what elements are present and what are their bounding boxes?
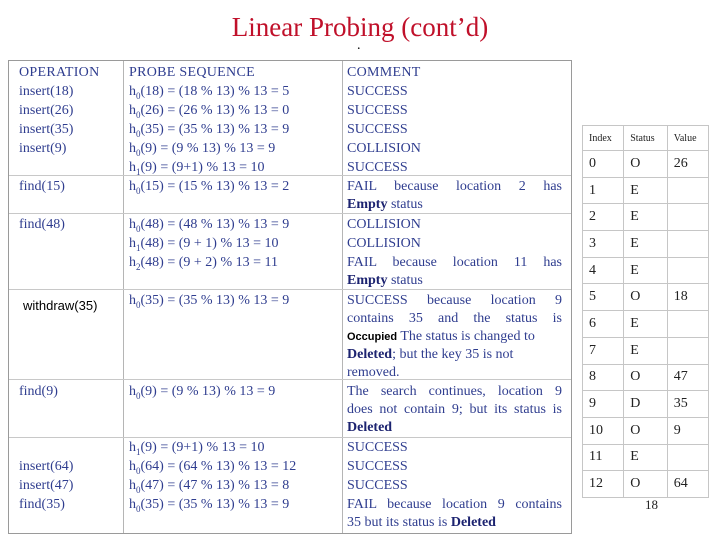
probe-cell: $h_1(48) = (9 + 1)$ % 13 = 10 — [129, 236, 279, 253]
status-keyword: Deleted — [347, 347, 393, 362]
probe-cell: $h_1(9) = (9+1)$ % 13 = 10 — [129, 160, 265, 177]
comment-line: 35 but its status is — [347, 515, 448, 530]
table-row — [583, 311, 709, 338]
probe-cell: $h_0(18) = (18$ % 13) % 13 = 5 — [129, 84, 290, 101]
row-divider — [9, 213, 571, 214]
op-cell: find(9) — [19, 384, 58, 399]
index-cell: 4 — [583, 257, 624, 284]
index-cell: 9 — [583, 391, 624, 418]
comment-cell: SUCCESS — [347, 84, 408, 99]
comment-cell — [347, 513, 496, 532]
row-divider — [9, 289, 571, 290]
header-operation: OPERATION — [19, 65, 100, 80]
comment-cell — [347, 495, 562, 514]
comment-cell: removed. — [347, 365, 400, 380]
status-cell: E — [624, 444, 668, 471]
probe-cell: $h_0(64) = (64$ % 13) % 13 = 12 — [129, 459, 297, 476]
comment-cell: SUCCESS — [347, 160, 408, 175]
comment-line: FAIL because location 9 contains — [347, 497, 562, 512]
comment-cell — [347, 291, 562, 310]
table-row — [583, 284, 709, 311]
table-row — [583, 204, 709, 231]
comment-cell: SUCCESS — [347, 459, 408, 474]
op-cell: insert(18) — [19, 84, 74, 99]
header-index: Index — [583, 126, 624, 151]
index-cell: 2 — [583, 204, 624, 231]
op-cell-withdraw: withdraw(35) — [23, 298, 98, 313]
comment-cell: COLLISION — [347, 141, 421, 156]
comment-line: SUCCESS because location 9 — [347, 293, 562, 308]
comment-line: FAIL because location 11 has — [347, 255, 562, 270]
index-cell: 12 — [583, 471, 624, 498]
probe-cell: $h_0(47) = (47$ % 13) % 13 = 8 — [129, 478, 290, 495]
op-cell: insert(47) — [19, 478, 74, 493]
status-keyword: Deleted — [450, 515, 496, 530]
comment-cell — [347, 309, 562, 328]
value-cell — [667, 444, 708, 471]
comment-line: status — [387, 197, 423, 212]
status-keyword-occupied: Occupied — [347, 331, 398, 343]
comment-cell — [347, 271, 423, 290]
page-number: 18 — [645, 497, 658, 512]
row-divider — [9, 379, 571, 380]
comment-cell — [347, 177, 562, 196]
status-cell: E — [624, 177, 668, 204]
comment-line: contains 35 and the status is — [347, 311, 562, 326]
value-cell — [667, 204, 708, 231]
op-cell: find(15) — [19, 179, 65, 194]
probe-cell: $h_0(35) = (35$ % 13) % 13 = 9 — [129, 293, 290, 310]
index-cell: 6 — [583, 311, 624, 338]
comment-line: does not contain 9; but its status is — [347, 402, 562, 417]
hash-table-header-row — [583, 126, 709, 151]
op-cell: insert(35) — [19, 122, 74, 137]
index-cell: 8 — [583, 364, 624, 391]
title-dot: . — [357, 38, 361, 53]
comment-line: status — [387, 273, 423, 288]
status-keyword: Empty — [347, 273, 388, 288]
value-cell — [667, 231, 708, 258]
value-cell: 64 — [667, 471, 708, 498]
index-cell: 5 — [583, 284, 624, 311]
table-row — [583, 337, 709, 364]
table-row — [583, 177, 709, 204]
status-keyword: Deleted — [347, 420, 393, 435]
value-cell: 35 — [667, 391, 708, 418]
comment-cell — [347, 327, 535, 347]
table-row — [583, 257, 709, 284]
header-probe-sequence: PROBE SEQUENCE — [129, 65, 255, 80]
table-row — [583, 471, 709, 498]
comment-cell — [347, 400, 562, 419]
probe-cell: $h_0(35) = (35$ % 13) % 13 = 9 — [129, 497, 290, 514]
slide-title: Linear Probing (cont’d) — [231, 12, 489, 42]
status-keyword: Empty — [347, 197, 388, 212]
value-cell — [667, 177, 708, 204]
header-comment: COMMENT — [347, 65, 421, 80]
table-row — [583, 364, 709, 391]
index-cell: 10 — [583, 417, 624, 444]
comment-cell: SUCCESS — [347, 478, 408, 493]
status-cell: O — [624, 417, 668, 444]
value-cell: 26 — [667, 151, 708, 178]
op-cell: insert(9) — [19, 141, 67, 156]
probe-cell: $h_0(9) = (9$ % 13) % 13 = 9 — [129, 141, 276, 158]
row-divider — [9, 175, 571, 176]
probe-cell: $h_0(26) = (26$ % 13) % 13 = 0 — [129, 103, 290, 120]
comment-line: ; but the key 35 is not — [392, 347, 514, 362]
row-divider — [9, 437, 571, 438]
header-status: Status — [624, 126, 668, 151]
status-cell: E — [624, 231, 668, 258]
index-cell: 7 — [583, 337, 624, 364]
table-row — [583, 444, 709, 471]
status-cell: E — [624, 311, 668, 338]
table-row — [583, 151, 709, 178]
header-value: Value — [667, 126, 708, 151]
probe-cell: $h_0(15) = (15$ % 13) % 13 = 2 — [129, 179, 290, 196]
status-cell: E — [624, 337, 668, 364]
value-cell: 18 — [667, 284, 708, 311]
probe-cell: $h_0(35) = (35$ % 13) % 13 = 9 — [129, 122, 290, 139]
comment-cell — [347, 253, 562, 272]
op-cell: insert(26) — [19, 103, 74, 118]
comment-cell: SUCCESS — [347, 440, 408, 455]
op-cell: find(48) — [19, 217, 65, 232]
comment-cell: COLLISION — [347, 217, 421, 232]
comment-cell — [347, 345, 513, 364]
index-cell: 11 — [583, 444, 624, 471]
status-cell: O — [624, 471, 668, 498]
probe-cell: $h_0(9) = (9$ % 13) % 13 = 9 — [129, 384, 276, 401]
comment-line: The search continues, location 9 — [347, 384, 562, 399]
value-cell — [667, 257, 708, 284]
op-cell: find(35) — [19, 497, 65, 512]
probe-cell: $h_2(48) = (9 + 2)$ % 13 = 11 — [129, 255, 278, 272]
hash-table — [582, 125, 709, 498]
table-row — [583, 391, 709, 418]
probe-cell: $h_1(9) = (9+1)$ % 13 = 10 — [129, 440, 265, 457]
status-cell: E — [624, 204, 668, 231]
column-divider — [342, 61, 343, 533]
value-cell — [667, 337, 708, 364]
comment-cell — [347, 195, 423, 214]
value-cell: 47 — [667, 364, 708, 391]
comment-cell: SUCCESS — [347, 103, 408, 118]
status-cell: O — [624, 284, 668, 311]
index-cell: 3 — [583, 231, 624, 258]
status-cell: D — [624, 391, 668, 418]
table-row — [583, 417, 709, 444]
value-cell — [667, 311, 708, 338]
status-cell: E — [624, 257, 668, 284]
probe-cell: $h_0(48) = (48$ % 13) % 13 = 9 — [129, 217, 290, 234]
index-cell: 1 — [583, 177, 624, 204]
comment-cell — [347, 382, 562, 401]
table-row — [583, 231, 709, 258]
operations-table — [8, 60, 572, 534]
value-cell: 9 — [667, 417, 708, 444]
comment-line: FAIL because location 2 has — [347, 179, 562, 194]
status-cell: O — [624, 364, 668, 391]
comment-line: The status is changed to — [397, 329, 535, 344]
index-cell: 0 — [583, 151, 624, 178]
status-cell: O — [624, 151, 668, 178]
comment-cell: SUCCESS — [347, 122, 408, 137]
comment-cell: COLLISION — [347, 236, 421, 251]
op-cell: insert(64) — [19, 459, 74, 474]
column-divider — [123, 61, 124, 533]
